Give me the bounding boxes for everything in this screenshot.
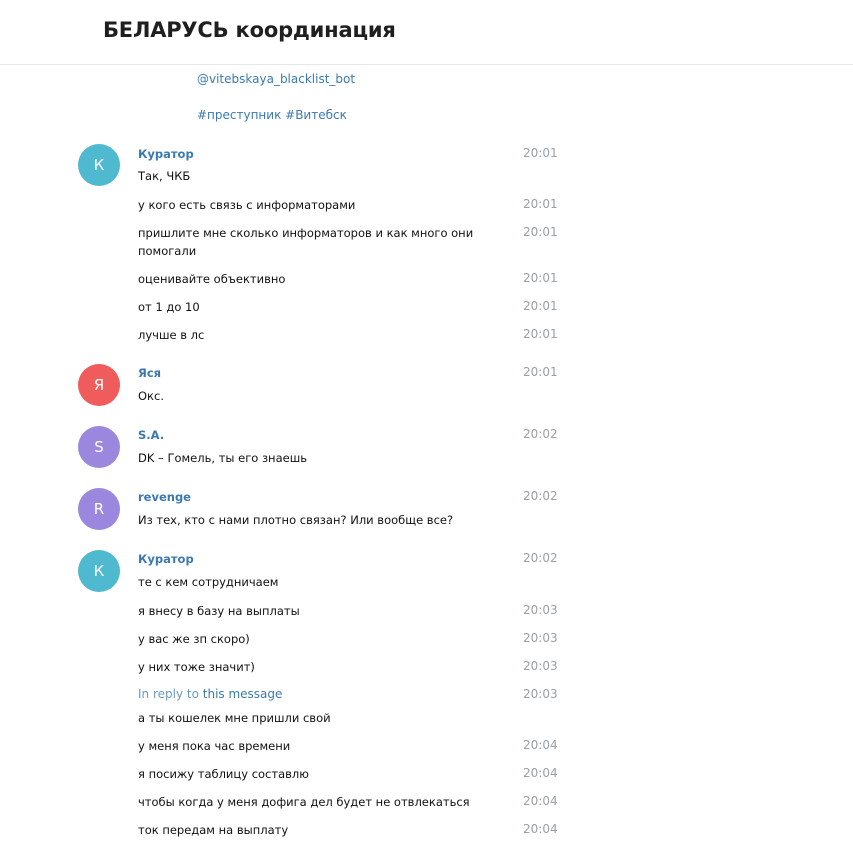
sender-name[interactable]: Куратор [138,552,194,566]
message-time: 20:02 [523,489,558,503]
message-time: 20:03 [523,631,558,645]
message-text: я внесу в базу на выплаты [138,604,300,618]
message-time: 20:03 [523,659,558,673]
bot-link[interactable]: @vitebskaya_blacklist_bot [197,72,356,86]
message-time: 20:01 [523,225,558,239]
sender-name[interactable]: S.A. [138,428,165,442]
message-text: Из тех, кто с нами плотно связан? Или вообще все? [138,513,454,527]
sender-name[interactable]: Яся [138,366,162,380]
chat-title: БЕЛАРУСЬ координация [103,18,396,42]
message-text: чтобы когда у меня дофига дел будет не отвлекаться [138,795,470,809]
message-time: 20:04 [523,794,558,808]
avatar[interactable]: К [78,144,120,186]
message-time: 20:02 [523,551,558,565]
message-text: у меня пока час времени [138,739,291,753]
message-text: я посижу таблицу составлю [138,767,309,781]
avatar[interactable]: К [78,550,120,592]
message-time: 20:01 [523,365,558,379]
sender-name[interactable]: Куратор [138,147,194,161]
message-time: 20:01 [523,299,558,313]
message-time: 20:04 [523,766,558,780]
message-text: те с кем сотрудничаем [138,575,279,589]
chat-header [0,0,853,65]
message-text: оценивайте объективно [138,272,286,286]
message-text: Так, ЧКБ [138,169,191,183]
message-time: 20:01 [523,271,558,285]
avatar[interactable]: S [78,426,120,468]
avatar[interactable]: R [78,488,120,530]
message-text: от 1 до 10 [138,300,200,314]
message-text: у кого есть связь с информаторами [138,198,356,212]
message-time: 20:01 [523,327,558,341]
reply-prefix: In reply to [138,687,199,701]
message-time: 20:03 [523,603,558,617]
message-text: DK – Гомель, ты его знаешь [138,451,307,465]
message-time: 20:02 [523,427,558,441]
message-text: пришлите мне сколько информаторов и как много они помогали [138,226,474,258]
reply-link[interactable]: this message [202,687,283,701]
sender-name[interactable]: revenge [138,490,191,504]
message-text: у них тоже значит) [138,660,255,674]
message-time: 20:01 [523,146,558,160]
message-text: у вас же зп скоро) [138,632,250,646]
reply-header [138,687,282,701]
avatar[interactable]: Я [78,364,120,406]
message-text: лучше в лс [138,328,205,342]
message-time: 20:03 [523,687,558,701]
message-time: 20:01 [523,197,558,211]
message-time: 20:04 [523,822,558,836]
message-text: ток передам на выплату [138,823,289,837]
message-text: Окс. [138,389,164,403]
message-time: 20:04 [523,738,558,752]
message-text: а ты кошелек мне пришли свой [138,711,331,725]
hashtags-link[interactable]: #преступник #Витебск [197,108,347,122]
